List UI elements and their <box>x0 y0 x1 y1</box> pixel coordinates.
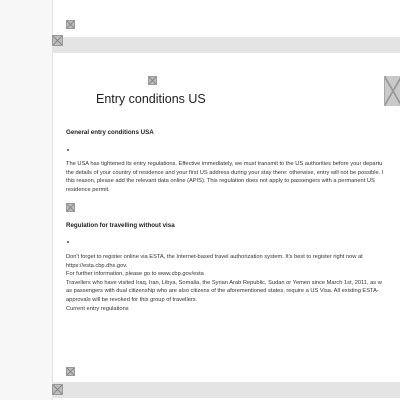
paragraph-line: residence permit. <box>66 186 110 193</box>
current-entry-regulations-link[interactable]: Current entry regulations <box>66 305 129 312</box>
paragraph-line: The USA has tightened its entry regulations. Effective immediately, we must transmit to the US authorities before your departu <box>66 161 383 167</box>
header-band <box>52 37 400 53</box>
bullet-dot <box>67 241 69 243</box>
paragraph-line: approvals will be revoked for this group of travellers. <box>66 296 198 303</box>
header-band-broken-image-icon <box>52 35 63 46</box>
bullet-dot <box>67 149 69 151</box>
section-paragraph-general <box>66 160 400 194</box>
section-broken-image-icon <box>66 203 75 212</box>
paragraph-line: Don't forget to register online via ESTA, the Internet-based travel authorization system. It's best to register right now at <box>66 254 363 260</box>
footer-band <box>52 382 400 398</box>
section-paragraph-visa <box>66 253 400 313</box>
paragraph-line: For further information, please go to www.cbp.gov/esta <box>66 271 204 278</box>
title-broken-image-icon <box>148 76 157 85</box>
section-heading-visa: Regulation for travelling without visa <box>66 222 175 229</box>
footer-band-broken-image-icon <box>52 384 63 395</box>
section-heading-general: General entry conditions USA <box>66 129 154 136</box>
page-title: Entry conditions US <box>96 92 206 106</box>
paragraph-line: Travellers who have visited Iraq, Iran, Libya, Somalia, the Syrian Arab Republic, Sudan or Yemen since March 1st, 2011, as w <box>66 279 382 286</box>
paragraph-line: this reason, please add the relevant data online (APIS). This regulation does not apply to passengers with a permanent US <box>66 178 375 185</box>
page-content <box>52 0 400 400</box>
side-broken-image-icon <box>384 76 400 106</box>
paragraph-line: as passengers with dual citizenship who are also citizens of the aforementioned states, require a US Visa. All existing ESTA- <box>66 288 379 295</box>
logo-broken-image-icon <box>66 20 75 29</box>
paragraph-line: the details of your country of residence and your first US address during your stay there: otherwise, entry will not be possible. I <box>66 169 384 176</box>
bottom-broken-image-icon <box>66 367 75 376</box>
paragraph-line: https://esta.cbp.dhs.gov. <box>66 262 128 269</box>
